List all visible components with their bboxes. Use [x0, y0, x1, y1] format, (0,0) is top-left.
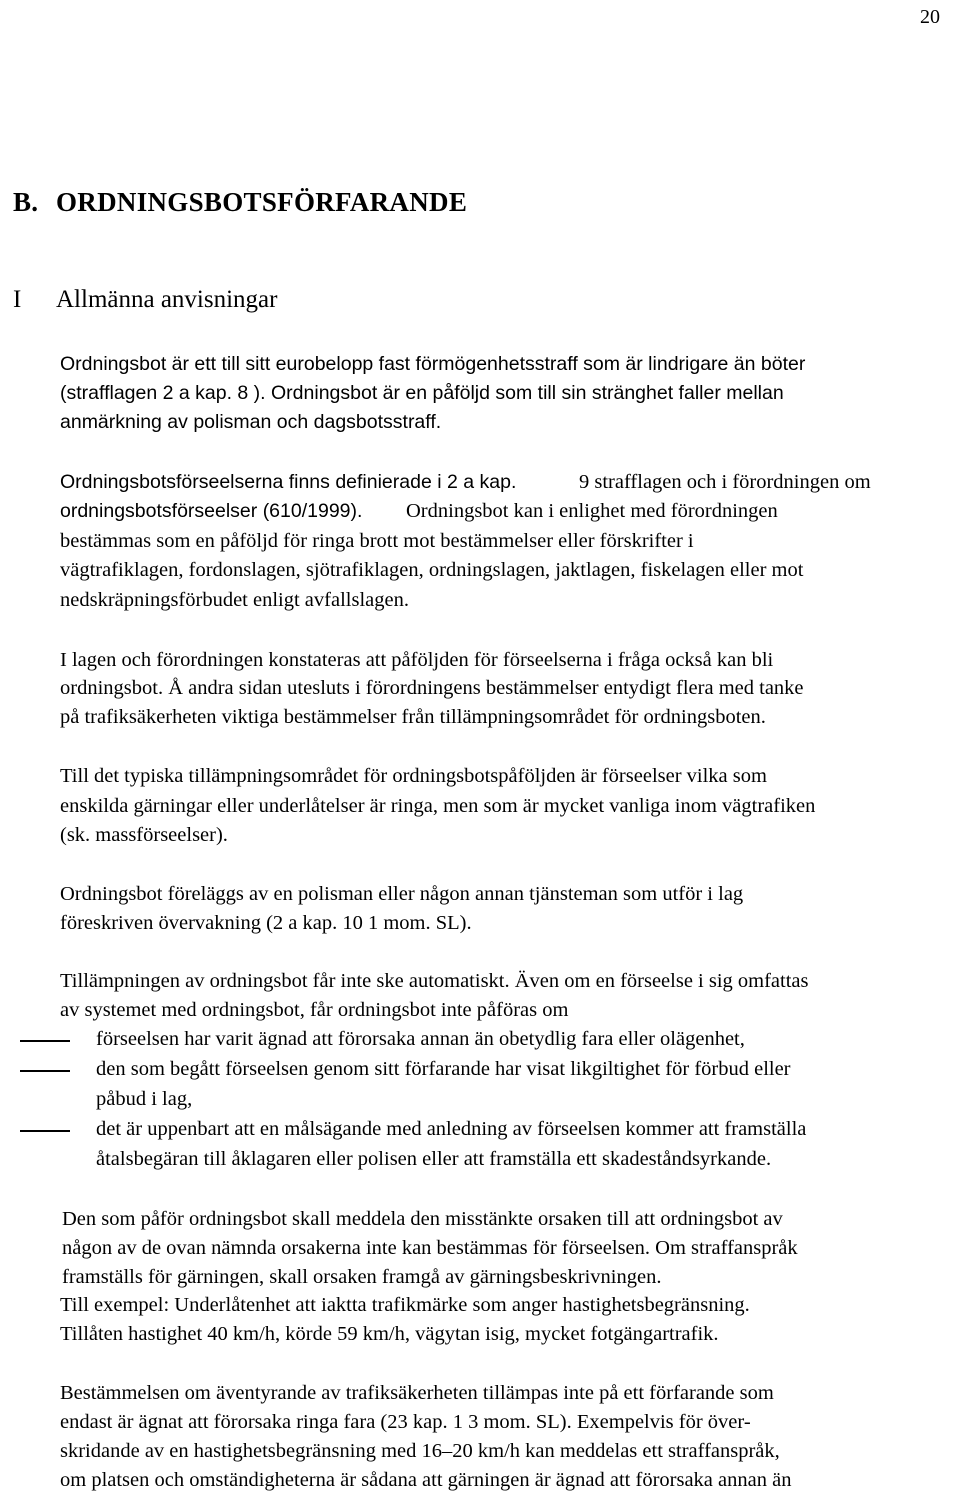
page-number: 20 — [920, 6, 940, 28]
text-line: Den som påför ordningsbot skall meddela den misstänkte orsaken till att ordningsbot av — [62, 1208, 783, 1230]
subsection-numeral: I — [13, 286, 22, 313]
list-item: förseelsen har varit ägnad att förorsaka annan än obetydlig fara eller olägenhet, — [96, 1028, 745, 1050]
list-item: åtalsbegäran till åklagaren eller polisen eller att framställa ett skadeståndsyrkande. — [96, 1148, 772, 1170]
text-line: Ordningsbot föreläggs av en polisman eller någon annan tjänsteman som utför i lag — [60, 883, 744, 905]
section-title: ORDNINGSBOTSFÖRFARANDE — [56, 187, 468, 217]
text-line: om platsen och omständigheterna är sådana att gärningen är ägnad att förorsaka annan än — [60, 1469, 792, 1491]
text-line: bestämmas som en påföljd för ringa brott mot bestämmelser eller förskrifter i — [60, 530, 694, 552]
text-line: framställs för gärningen, skall orsaken framgå av gärningsbeskrivningen. — [62, 1266, 662, 1288]
text-line: ordningsbotsförseelser (610/1999). — [60, 500, 363, 522]
text-line: Ordningsbotsförseelserna finns definierade i 2 a kap. — [60, 471, 517, 493]
text-line: Ordningsbot kan i enlighet med förordningen — [406, 500, 778, 522]
text-line: Tillåten hastighet 40 km/h, körde 59 km/h, vägytan isig, mycket fotgängartrafik. — [60, 1323, 719, 1345]
text-line: av systemet med ordningsbot, får ordningsbot inte påföras om — [60, 999, 569, 1021]
text-line: någon av de ovan nämnda orsakerna inte kan bestämmas för förseelsen. Om straffanspråk — [62, 1237, 798, 1259]
text-line: föreskriven övervakning (2 a kap. 10 1 mom. SL). — [60, 912, 472, 934]
text-line: Till exempel: Underlåtenhet att iaktta trafikmärke som anger hastighetsbegränsning. — [60, 1294, 750, 1316]
text-line: vägtrafiklagen, fordonslagen, sjötrafiklagen, ordningslagen, jaktlagen, fiskelagen eller mot — [60, 559, 804, 581]
section-heading — [13, 184, 467, 220]
text-line: Bestämmelsen om äventyrande av trafiksäkerheten tillämpas inte på ett förfarande som — [60, 1382, 774, 1404]
section-letter: B. — [13, 187, 39, 217]
text-line: Tillämpningen av ordningsbot får inte ske automatiskt. Även om en förseelse i sig omfattas — [60, 970, 809, 992]
subsection-heading — [13, 283, 277, 317]
bullet-dash — [20, 1130, 70, 1132]
text-line: endast är ägnat att förorsaka ringa fara (23 kap. 1 3 mom. SL). Exempelvis för över- — [60, 1411, 751, 1433]
text-line: på trafiksäkerheten viktiga bestämmelser från tillämpningsområdet för ordningsboten. — [60, 706, 766, 728]
text-line: Till det typiska tillämpningsområdet för ordningsbotspåföljden är förseelser vilka som — [60, 765, 767, 787]
text-line: anmärkning av polisman och dagsbotsstraff. — [60, 411, 442, 433]
text-line: nedskräpningsförbudet enligt avfallslagen. — [60, 589, 409, 611]
text-line: I lagen och förordningen konstateras att påföljden för förseelserna i fråga också kan bli — [60, 649, 774, 671]
text-line: skridande av en hastighetsbegränsning med 16–20 km/h kan meddelas ett straffanspråk, — [60, 1440, 780, 1462]
list-item: påbud i lag, — [96, 1088, 193, 1110]
list-item: det är uppenbart att en målsägande med anledning av förseelsen kommer att framställa — [96, 1118, 807, 1140]
text-line: ordningsbot. Å andra sidan utesluts i förordningens bestämmelser entydigt flera med tanke — [60, 677, 804, 699]
text-line: 9 strafflagen och i förordningen om — [579, 471, 871, 493]
text-line: enskilda gärningar eller underlåtelser är ringa, men som är mycket vanliga inom vägtrafiken — [60, 795, 816, 817]
text-line: (sk. massförseelser). — [60, 824, 228, 846]
bullet-dash — [20, 1040, 70, 1042]
bullet-dash — [20, 1070, 70, 1072]
subsection-title: Allmänna anvisningar — [56, 286, 278, 313]
text-line: Ordningsbot är ett till sitt eurobelopp fast förmögenhetsstraff som är lindrigare än böter — [60, 353, 806, 375]
text-line: (strafflagen 2 a kap. 8 ). Ordningsbot är en påföljd som till sin stränghet faller mellan — [60, 382, 784, 404]
list-item: den som begått förseelsen genom sitt förfarande har visat likgiltighet för förbud eller — [96, 1058, 791, 1080]
